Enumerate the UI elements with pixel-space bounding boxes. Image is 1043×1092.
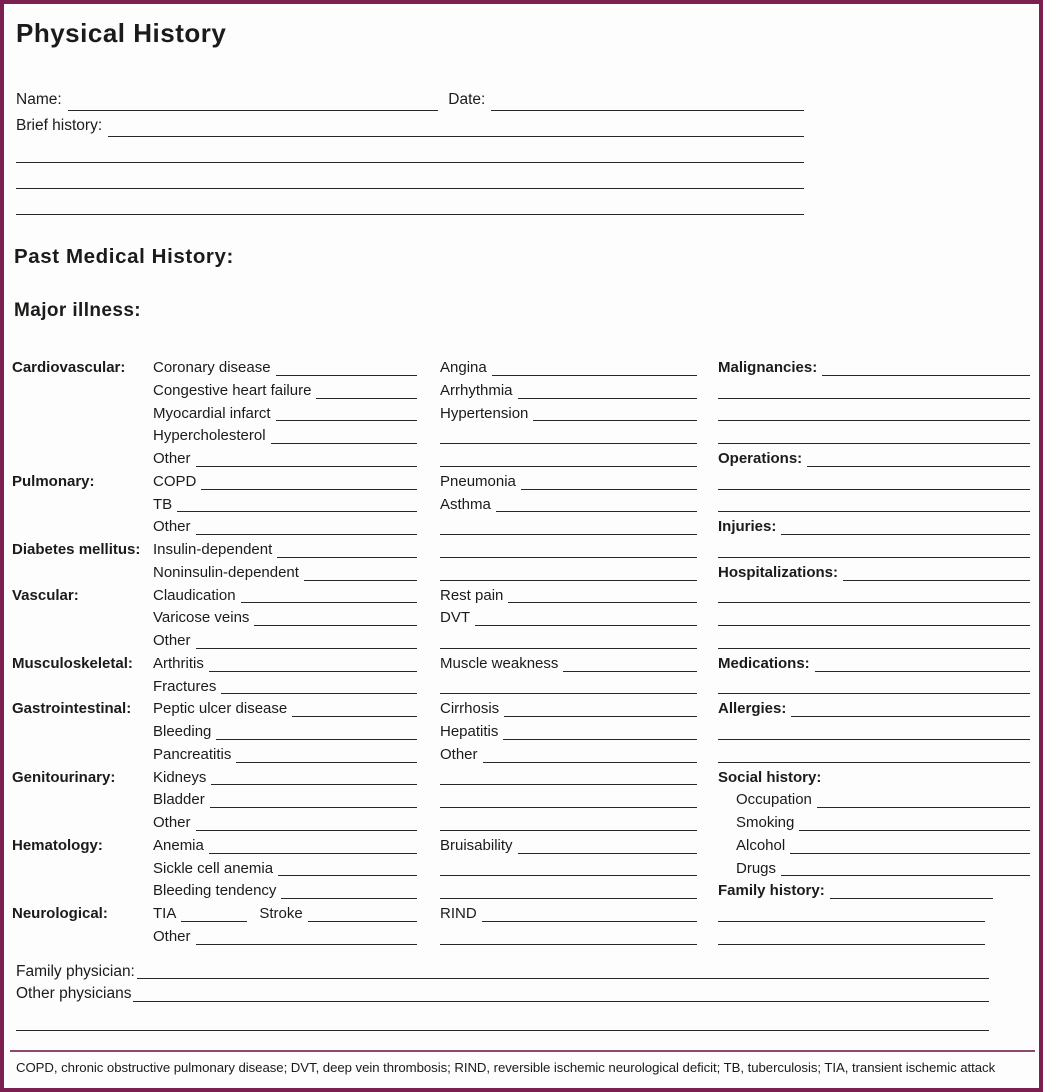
fill-in-line[interactable]: [817, 789, 1030, 808]
field-label: Arrhythmia: [440, 381, 513, 399]
category-cell: [12, 721, 153, 744]
other-physicians-row: [16, 983, 989, 1006]
field-cell: [718, 403, 1030, 426]
physician-fields: [16, 961, 989, 1036]
fill-in-line[interactable]: [241, 585, 417, 604]
field-label: Myocardial infarct: [153, 404, 271, 422]
date-label: Date:: [448, 91, 486, 108]
field-cell: [440, 789, 697, 812]
fill-in-line[interactable]: [440, 767, 697, 786]
fill-in-line[interactable]: [440, 926, 697, 945]
fill-in-line[interactable]: [16, 192, 804, 215]
field-cell: [718, 903, 1030, 926]
field-label: Asthma: [440, 495, 491, 513]
category-cell: [12, 585, 153, 608]
field-label: Other: [153, 450, 191, 467]
field-label: Bruisability: [440, 836, 513, 854]
field-cell: [440, 448, 697, 471]
fill-in-line[interactable]: [718, 903, 985, 922]
field-label: Coronary disease: [153, 359, 271, 376]
fill-in-line[interactable]: [830, 880, 993, 899]
fill-in-line[interactable]: [718, 471, 1030, 490]
field-cell: [718, 380, 1030, 403]
fill-in-line[interactable]: [781, 516, 1030, 535]
field-cell: [440, 721, 697, 744]
field-cell: [153, 721, 417, 744]
field-label: Insulin-dependent: [153, 541, 273, 558]
field-label: Peptic ulcer disease: [153, 700, 288, 718]
fill-in-line[interactable]: [440, 880, 697, 899]
fill-in-line[interactable]: [718, 744, 1030, 763]
fill-in-line[interactable]: [807, 448, 1030, 467]
field-cell: [440, 562, 697, 585]
category-label: Pulmonary:: [12, 472, 95, 490]
field-cell: [718, 516, 1030, 539]
field-label: Bleeding: [153, 723, 212, 740]
fill-in-line[interactable]: [210, 789, 417, 808]
fill-in-line[interactable]: [292, 698, 417, 717]
category-label: Neurological:: [12, 905, 108, 922]
category-label: Hematology:: [12, 836, 103, 854]
fill-in-line[interactable]: [440, 516, 697, 535]
field-cell: [153, 357, 417, 380]
blank-row: [16, 140, 804, 166]
field-cell: [718, 812, 1030, 835]
field-cell: [153, 425, 417, 448]
field-cell: [440, 835, 697, 858]
category-cell: [12, 425, 153, 448]
name-fill-in-line[interactable]: [68, 88, 439, 111]
field-cell: [153, 676, 417, 699]
field-label: Pneumonia: [440, 472, 516, 490]
fill-in-line[interactable]: [440, 858, 697, 877]
fill-in-line[interactable]: [533, 403, 697, 422]
field-cell: [718, 744, 1030, 767]
category-label: Cardiovascular:: [12, 359, 126, 376]
subsection-label: Social history:: [718, 768, 822, 786]
fill-in-line[interactable]: [196, 516, 417, 535]
fill-in-line[interactable]: [440, 448, 697, 467]
fill-in-line[interactable]: [308, 903, 417, 922]
fill-in-line[interactable]: [209, 835, 417, 854]
field-label: Angina: [440, 359, 487, 376]
major-illness-grid: [12, 357, 1030, 949]
fill-in-line[interactable]: [216, 721, 417, 740]
field-cell: [718, 653, 1030, 676]
field-label: COPD: [153, 472, 197, 490]
field-cell: [440, 539, 697, 562]
page-title: Physical History: [16, 18, 227, 48]
field-label: Alcohol: [736, 836, 786, 854]
field-label: Anemia: [153, 836, 204, 854]
fill-in-line[interactable]: [440, 539, 697, 558]
fill-in-line[interactable]: [440, 789, 697, 808]
field-label: Other: [440, 745, 478, 763]
field-cell: [153, 698, 417, 721]
field-cell: [153, 562, 417, 585]
fill-in-line[interactable]: [196, 812, 417, 831]
category-cell: [12, 812, 153, 835]
fill-in-line[interactable]: [440, 562, 697, 581]
field-cell: [153, 585, 417, 608]
family-physician-fill-in-line[interactable]: [137, 961, 989, 980]
field-label: Fractures: [153, 677, 217, 695]
fill-in-line[interactable]: [718, 630, 1030, 649]
fill-in-line[interactable]: [482, 903, 697, 922]
fill-in-line[interactable]: [196, 630, 417, 649]
fill-in-line[interactable]: [440, 425, 697, 444]
field-label: Other: [153, 632, 191, 649]
field-cell: [440, 767, 697, 790]
category-label: Gastrointestinal:: [12, 700, 132, 718]
fill-in-line[interactable]: [304, 562, 417, 581]
category-cell: [12, 403, 153, 426]
field-label: Other: [153, 814, 191, 831]
field-cell: [718, 721, 1030, 744]
field-label: Bleeding tendency: [153, 882, 277, 900]
field-label: Pancreatitis: [153, 745, 232, 763]
field-cell: [153, 494, 417, 517]
fill-in-line[interactable]: [799, 812, 1030, 831]
field-label: Drugs: [736, 859, 777, 877]
field-label: Claudication: [153, 586, 236, 604]
field-label: RIND: [440, 905, 477, 922]
category-cell: [12, 562, 153, 585]
fill-in-line[interactable]: [718, 676, 1030, 695]
field-cell: [718, 494, 1030, 517]
field-cell: [718, 767, 1030, 790]
field-cell: [440, 812, 697, 835]
field-cell: [718, 858, 1030, 881]
brief-history-fill-in-line[interactable]: [108, 114, 804, 137]
field-label: Varicose veins: [153, 609, 250, 627]
field-label: Muscle weakness: [440, 654, 559, 672]
subsection-label: Hospitalizations:: [718, 563, 839, 581]
fill-in-line[interactable]: [276, 403, 417, 422]
field-cell: [718, 471, 1030, 494]
field-cell: [153, 858, 417, 881]
fill-in-line[interactable]: [440, 676, 697, 695]
fill-in-line[interactable]: [209, 653, 417, 672]
other-physicians-fill-in-line[interactable]: [133, 983, 989, 1002]
field-cell: [440, 630, 697, 653]
field-cell: [440, 880, 697, 903]
field-cell: [718, 880, 1030, 903]
fill-in-line[interactable]: [504, 698, 697, 717]
field-label: Rest pain: [440, 586, 504, 604]
field-cell: [440, 607, 697, 630]
field-label: Other: [153, 927, 191, 945]
field-label: TB: [153, 495, 173, 513]
fill-in-line[interactable]: [196, 448, 417, 467]
field-cell: [153, 471, 417, 494]
field-cell: [153, 516, 417, 539]
blank-row: [16, 166, 804, 192]
field-label: Arthritis: [153, 654, 204, 672]
fill-in-line[interactable]: [236, 744, 417, 763]
fill-in-line[interactable]: [815, 653, 1030, 672]
fill-in-line[interactable]: [563, 653, 697, 672]
field-cell: [153, 767, 417, 790]
field-cell: [718, 357, 1030, 380]
fill-in-line[interactable]: [181, 903, 247, 922]
category-cell: [12, 357, 153, 380]
field-label: Smoking: [736, 814, 795, 831]
fill-in-line[interactable]: [718, 425, 1030, 444]
category-label: Diabetes mellitus:: [12, 541, 141, 558]
field-cell: [440, 516, 697, 539]
name-label: Name:: [16, 91, 62, 108]
field-cell: [440, 471, 697, 494]
field-cell: [440, 403, 697, 426]
fill-in-line[interactable]: [718, 380, 1030, 399]
field-cell: [440, 380, 697, 403]
section-heading-past-medical-history: Past Medical History:: [14, 245, 234, 268]
field-label: Hypertension: [440, 404, 529, 422]
fill-in-line[interactable]: [201, 471, 417, 490]
other-physicians-label: Other physicians: [16, 985, 132, 1002]
field-cell: [718, 835, 1030, 858]
field-label: Occupation: [736, 791, 812, 809]
category-cell: [12, 767, 153, 790]
field-cell: [718, 630, 1030, 653]
date-fill-in-line[interactable]: [491, 88, 804, 111]
name-date-row: [16, 88, 804, 114]
fill-in-line[interactable]: [518, 835, 697, 854]
category-cell: [12, 835, 153, 858]
fill-in-line[interactable]: [277, 539, 417, 558]
category-cell: [12, 789, 153, 812]
field-label: Hypercholesterol: [153, 427, 266, 445]
fill-in-line[interactable]: [718, 403, 1030, 422]
fill-in-line[interactable]: [718, 926, 985, 945]
field-cell: [153, 539, 417, 562]
header-fields: [16, 88, 804, 218]
fill-in-line[interactable]: [211, 767, 417, 786]
blank-row: [16, 1013, 989, 1036]
fill-in-line[interactable]: [791, 698, 1030, 717]
field-cell: [440, 676, 697, 699]
fill-in-line[interactable]: [16, 140, 804, 163]
fill-in-line[interactable]: [271, 425, 417, 444]
family-physician-row: [16, 961, 989, 984]
field-cell: [440, 653, 697, 676]
field-cell: [153, 812, 417, 835]
field-cell: [440, 858, 697, 881]
fill-in-line[interactable]: [483, 744, 697, 763]
field-cell: [440, 585, 697, 608]
category-cell: [12, 880, 153, 903]
field-cell: [440, 494, 697, 517]
fill-in-line[interactable]: [790, 835, 1030, 854]
subsection-label: Family history:: [718, 882, 825, 900]
fill-in-line[interactable]: [718, 721, 1030, 740]
brief-history-label: Brief history:: [16, 117, 103, 134]
field-cell: [718, 448, 1030, 471]
field-cell: [153, 744, 417, 767]
family-physician-label: Family physician:: [16, 962, 135, 980]
field-label: Hepatitis: [440, 723, 499, 740]
category-label: Musculoskeletal:: [12, 654, 133, 672]
fill-in-line[interactable]: [518, 380, 697, 399]
field-label: Congestive heart failure: [153, 381, 312, 399]
field-label: Cirrhosis: [440, 700, 500, 718]
field-cell: [440, 903, 697, 926]
category-cell: [12, 903, 153, 926]
field-cell: [153, 653, 417, 676]
fill-in-line[interactable]: [16, 1013, 989, 1032]
category-cell: [12, 630, 153, 653]
category-cell: [12, 858, 153, 881]
category-cell: [12, 926, 153, 949]
category-label: Vascular:: [12, 586, 79, 604]
field-cell: [153, 448, 417, 471]
fill-in-line[interactable]: [316, 380, 417, 399]
field-cell: [440, 926, 697, 949]
subsection-label: Allergies:: [718, 700, 787, 718]
field-cell: [153, 607, 417, 630]
fill-in-line[interactable]: [16, 166, 804, 189]
category-cell: [12, 607, 153, 630]
field-cell: [718, 562, 1030, 585]
fill-in-line[interactable]: [843, 562, 1030, 581]
fill-in-line[interactable]: [503, 721, 697, 740]
fill-in-line[interactable]: [475, 607, 697, 626]
field-cell: [440, 357, 697, 380]
field-cell: [153, 835, 417, 858]
footnote-divider: [10, 1050, 1035, 1052]
fill-in-line[interactable]: [781, 858, 1030, 877]
field-label: TIA: [153, 905, 177, 922]
fill-in-line[interactable]: [718, 494, 1030, 513]
fill-in-line[interactable]: [440, 630, 697, 649]
field-cell: [718, 676, 1030, 699]
category-cell: [12, 698, 153, 721]
field-cell: [153, 789, 417, 812]
category-cell: [12, 471, 153, 494]
category-cell: [12, 516, 153, 539]
fill-in-line[interactable]: [177, 494, 417, 513]
subsection-label: Malignancies:: [718, 359, 818, 376]
field-cell: [718, 539, 1030, 562]
subsection-label: Operations:: [718, 450, 803, 467]
category-label: Genitourinary:: [12, 768, 116, 786]
fill-in-line[interactable]: [508, 585, 697, 604]
field-cell: [718, 585, 1030, 608]
category-cell: [12, 539, 153, 562]
field-cell: [153, 403, 417, 426]
category-cell: [12, 494, 153, 517]
fill-in-line[interactable]: [718, 539, 1030, 558]
fill-in-line[interactable]: [521, 471, 697, 490]
fill-in-line[interactable]: [276, 357, 417, 376]
field-label: Other: [153, 518, 191, 536]
field-cell: [153, 630, 417, 653]
field-label: Bladder: [153, 791, 205, 809]
brief-history-row: [16, 114, 804, 140]
category-cell: [12, 448, 153, 471]
field-cell: [153, 380, 417, 403]
field-label: Sickle cell anemia: [153, 859, 274, 877]
blank-row: [16, 192, 804, 218]
fill-in-line[interactable]: [718, 607, 1030, 626]
subsection-label: Injuries:: [718, 518, 777, 536]
fill-in-line[interactable]: [196, 926, 417, 945]
fill-in-line[interactable]: [221, 676, 417, 695]
subsection-label: Medications:: [718, 654, 810, 672]
fill-in-line[interactable]: [281, 880, 417, 899]
field-cell: [718, 698, 1030, 721]
section-heading-major-illness: Major illness:: [14, 300, 142, 321]
fill-in-line[interactable]: [718, 585, 1030, 604]
field-cell: [718, 607, 1030, 630]
fill-in-line[interactable]: [822, 357, 1030, 376]
field-label: Stroke: [259, 905, 303, 922]
fill-in-line[interactable]: [496, 494, 697, 513]
fill-in-line[interactable]: [254, 607, 417, 626]
field-label: Kidneys: [153, 768, 207, 786]
field-label: DVT: [440, 609, 470, 627]
fill-in-line[interactable]: [440, 812, 697, 831]
fill-in-line[interactable]: [278, 858, 417, 877]
field-cell: [153, 926, 417, 949]
field-cell: [153, 880, 417, 903]
field-label: Noninsulin-dependent: [153, 563, 299, 581]
category-cell: [12, 676, 153, 699]
field-cell: [153, 903, 417, 926]
category-cell: [12, 653, 153, 676]
field-cell: [440, 744, 697, 767]
fill-in-line[interactable]: [492, 357, 697, 376]
field-cell: [440, 425, 697, 448]
category-cell: [12, 380, 153, 403]
abbreviations-footnote: COPD, chronic obstructive pulmonary disease; DVT, deep vein thrombosis; RIND, reversible ischemic neurological deficit; TB, tuberculosis; TIA, transient ischemic attack: [16, 1060, 996, 1075]
category-cell: [12, 744, 153, 767]
field-cell: [718, 926, 1030, 949]
field-cell: [718, 789, 1030, 812]
field-cell: [440, 698, 697, 721]
field-cell: [718, 425, 1030, 448]
